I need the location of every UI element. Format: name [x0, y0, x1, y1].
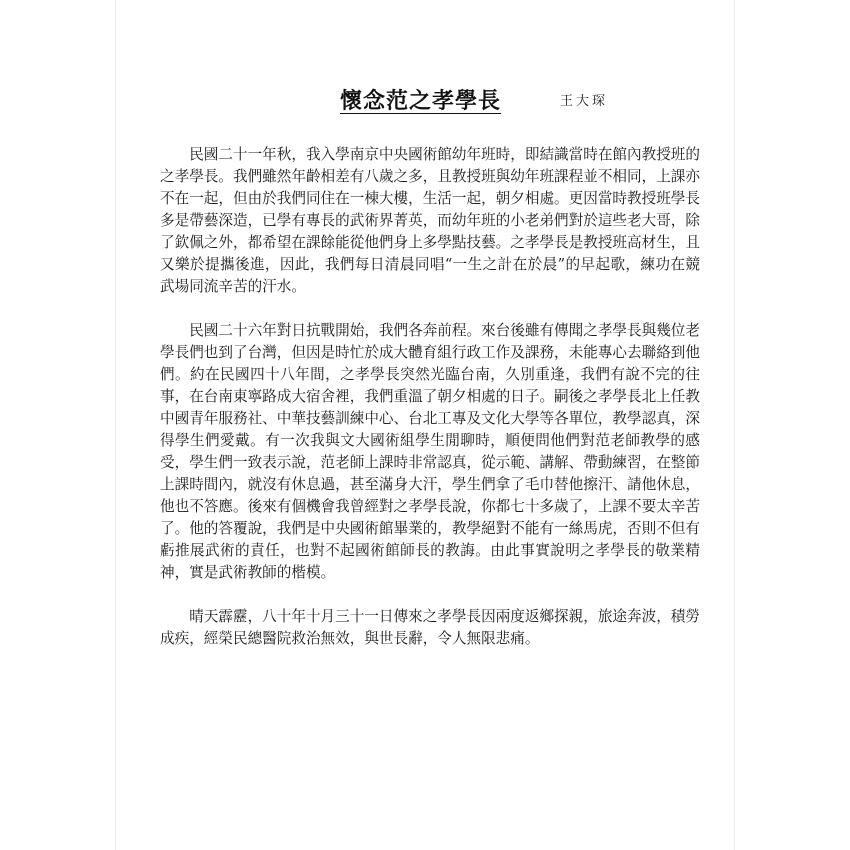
document-title: 懷念范之孝學長 [340, 88, 502, 114]
document-body [160, 144, 700, 650]
author-name: 王大琛 [560, 94, 609, 109]
paragraph-3: 晴天霹靂，八十年十月三十一日傳來之孝學長因兩度返鄉探親，旅途奔波，積勞成疾，經榮民總醫院救治無效，與世長辭，令人無限悲痛。 [160, 608, 700, 647]
paragraph-1: 民國二十一年秋，我入學南京中央國術館幼年班時，即結識當時在館內教授班的之孝學長。我們雖然年齡相差有八歲之多，且教授班與幼年班課程並不相同，上課亦不在一起，但由於我們同住在一棟大樓，生活一起，朝夕相處。更因當時教授班學長多是帶藝深造，已學有專長的武術界菁英，而幼年班的小老弟們對於這些老大哥，除了欽佩之外，都希望在課餘能從他們身上多學點技藝。之孝學長是教授班高材生，且又樂於提攜後進，因此，我們每日清晨同唱“一生之計在於晨”的早起歌，練功在競武場同流辛苦的汗水。 [160, 146, 700, 295]
paragraph-2: 民國二十六年對日抗戰開始，我們各奔前程。來台後雖有傳聞之孝學長與幾位老學長們也到了台灣，但因是時忙於成大體育組行政工作及課務，未能專心去聯絡到他們。約在民國四十八年間，之孝學長突然光臨台南，久別重逢，我們有說不完的往事，在台南東寧路成大宿舍裡，我們重溫了朝夕相處的日子。嗣後之孝學長北上任教中國青年服務社、中華技藝訓練中心、台北工專及文化大學等各單位，教學認真，深得學生們愛戴。有一次我與文大國術組學生閒聊時，順便問他們對范老師教學的感受，學生們一致表示說，范老師上課時非常認真，從示範、講解、帶動練習，在整節上課時間內，就沒有休息過，甚至滿身大汗，學生們拿了毛巾替他擦汗、請他休息，他也不答應。後來有個機會我曾經對之孝學長說，你都七十多歲了，上課不要太辛苦了。他的答覆說，我們是中央國術館畢業的，教學絕對不能有一絲馬虎，否則不但有虧推展武術的責任，也對不起國術館師長的教誨。由此事實說明之孝學長的敬業精神，實是武術教師的楷模。 [160, 322, 700, 581]
